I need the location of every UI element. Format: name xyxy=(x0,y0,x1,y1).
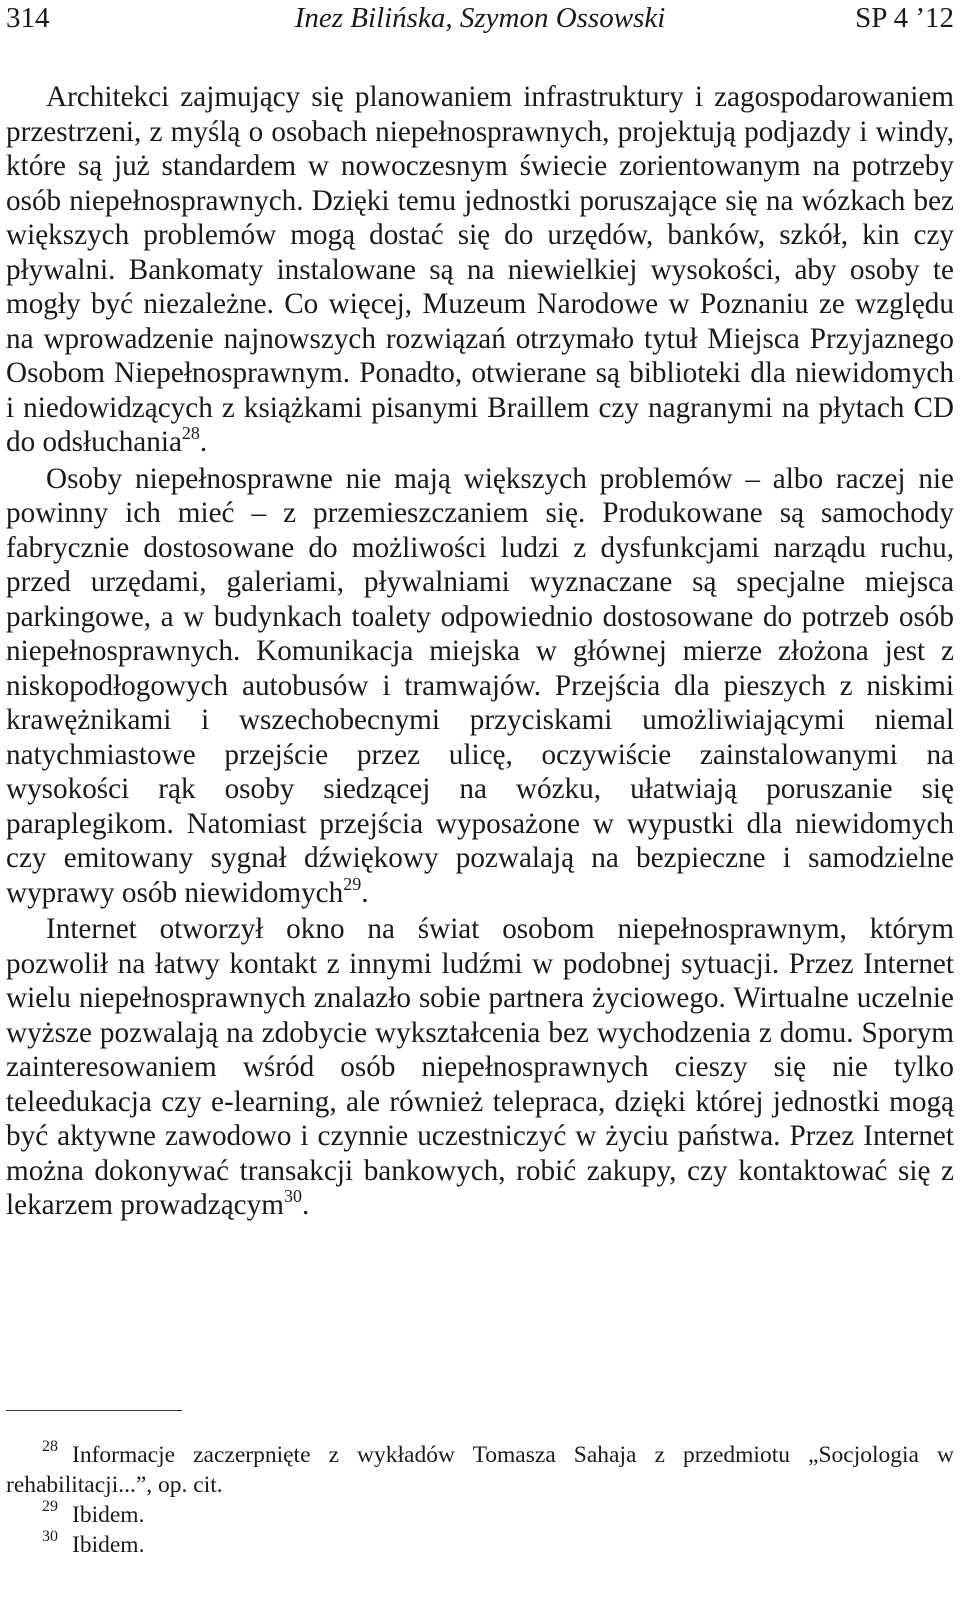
footnotes xyxy=(6,1440,954,1560)
footnote-number: 28 xyxy=(42,1438,58,1455)
footnote xyxy=(6,1440,954,1500)
paragraph-end: . xyxy=(301,1189,310,1221)
paragraph xyxy=(6,912,954,1223)
paragraph-end: . xyxy=(361,876,369,909)
paragraph-text: Internet otworzył okno na świat osobom niepełnosprawnym, którym pozwolił na łatwy kontakt z innymi ludźmi w podobnej sytuacji. Przez Internet wielu niepełnosprawnych znalazło sobie partnera życiowego. Wirtualne uczelnie wyższe pozwalają na zdobycie wykształcenia bez wychodzenia z domu. Sporym zainteresowaniem wśród osób niepełnosprawnych cieszy się nie tylko teleedukacja czy e-learning, ale również telepraca, dzięki której jednostki mogą być aktywne zawodowo i czynnie uczestniczyć w życiu państwa. Przez Internet można dokonywać transakcji bankowych, robić zakupy, czy kontaktować się z lekarzem prowadzącym xyxy=(6,913,954,1221)
footnote-number: 30 xyxy=(42,1528,58,1545)
document-page xyxy=(6,0,954,1604)
page-header xyxy=(6,2,954,42)
footnote-number: 29 xyxy=(42,1498,58,1515)
footnote-text: Ibidem. xyxy=(72,1502,145,1528)
paragraph-text: Architekci zajmujący się planowaniem infrastruktury i zagospodarowaniem przestrzeni, z myślą o osobach niepełnosprawnych, projektują podjazdy i windy, które są już standardem w nowoczesnym świecie zorientowanym na potrzeby osób niepełnosprawnych. Dzięki temu jednostki poruszające się na wózkach bez większych problemów mogą dostać się do urzędów, banków, szkół, kin czy pływalni. Bankomaty instalowane są na niewielkiej wysokości, aby osoby te mogły być niezależne. Co więcej, Muzeum Narodowe w Poznaniu ze względu na wprowadzenie najnowszych rozwiązań otrzymało tytuł Miejsca Przyjaznego Osobom Niepełnosprawnym. Ponadto, otwierane są biblioteki dla niewidomych i niedowidzących z książkami pisanymi Braillem czy nagranymi na płytach CD do odsłuchania xyxy=(6,81,954,458)
running-head: Inez Bilińska, Szymon Ossowski xyxy=(294,2,666,34)
journal-issue: SP 4 ’12 xyxy=(855,2,954,34)
footnote xyxy=(6,1530,954,1560)
footnote-text: Informacje zaczerpnięte z wykładów Tomasza Sahaja z przedmiotu „Socjologia w rehabilitacji...”, op. cit. xyxy=(6,1442,954,1498)
footnote-reference[interactable]: 28 xyxy=(181,423,200,443)
footnote-reference[interactable]: 29 xyxy=(343,873,362,894)
page-number: 314 xyxy=(6,2,50,34)
paragraph xyxy=(6,80,954,460)
paragraph-end: . xyxy=(199,426,208,458)
footnote-reference[interactable]: 30 xyxy=(283,1186,302,1206)
footnote-separator xyxy=(6,1410,182,1411)
paragraph-text: Osoby niepełnosprawne nie mają większych problemów – albo raczej nie powinny ich mieć – z przemieszczaniem się. Produkowane są samochody fabrycznie dostosowane do możliwości ludzi z dysfunkcjami narządu ruchu, przed urzędami, galeriami, pływalniami wyznaczane są specjalne miejsca parkingowe, a w budynkach toalety odpowiednio dostosowane do potrzeb osób niepełnosprawnych. Komunikacja miejska w głównej mierze złożona jest z niskopodłogowych autobusów i tramwajów. Przejścia dla pieszych z niskimi krawężnikami i wszechobecnymi przyciskami umożliwiającymi niemal natychmiastowe przejście przez ulicę, oczywiście zainstalowanymi na wysokości rąk osoby siedzącej na wózku, ułatwiają poruszanie się paraplegikom. Natomiast przejścia wyposażone w wypustki dla niewidomych czy emitowany sygnał dźwiękowy pozwalają na bezpieczne i samodzielne wyprawy osób niewidomych xyxy=(6,462,954,909)
footnote xyxy=(6,1500,954,1530)
body-text xyxy=(6,80,954,1223)
paragraph xyxy=(6,462,954,911)
footnote-text: Ibidem. xyxy=(72,1532,145,1558)
